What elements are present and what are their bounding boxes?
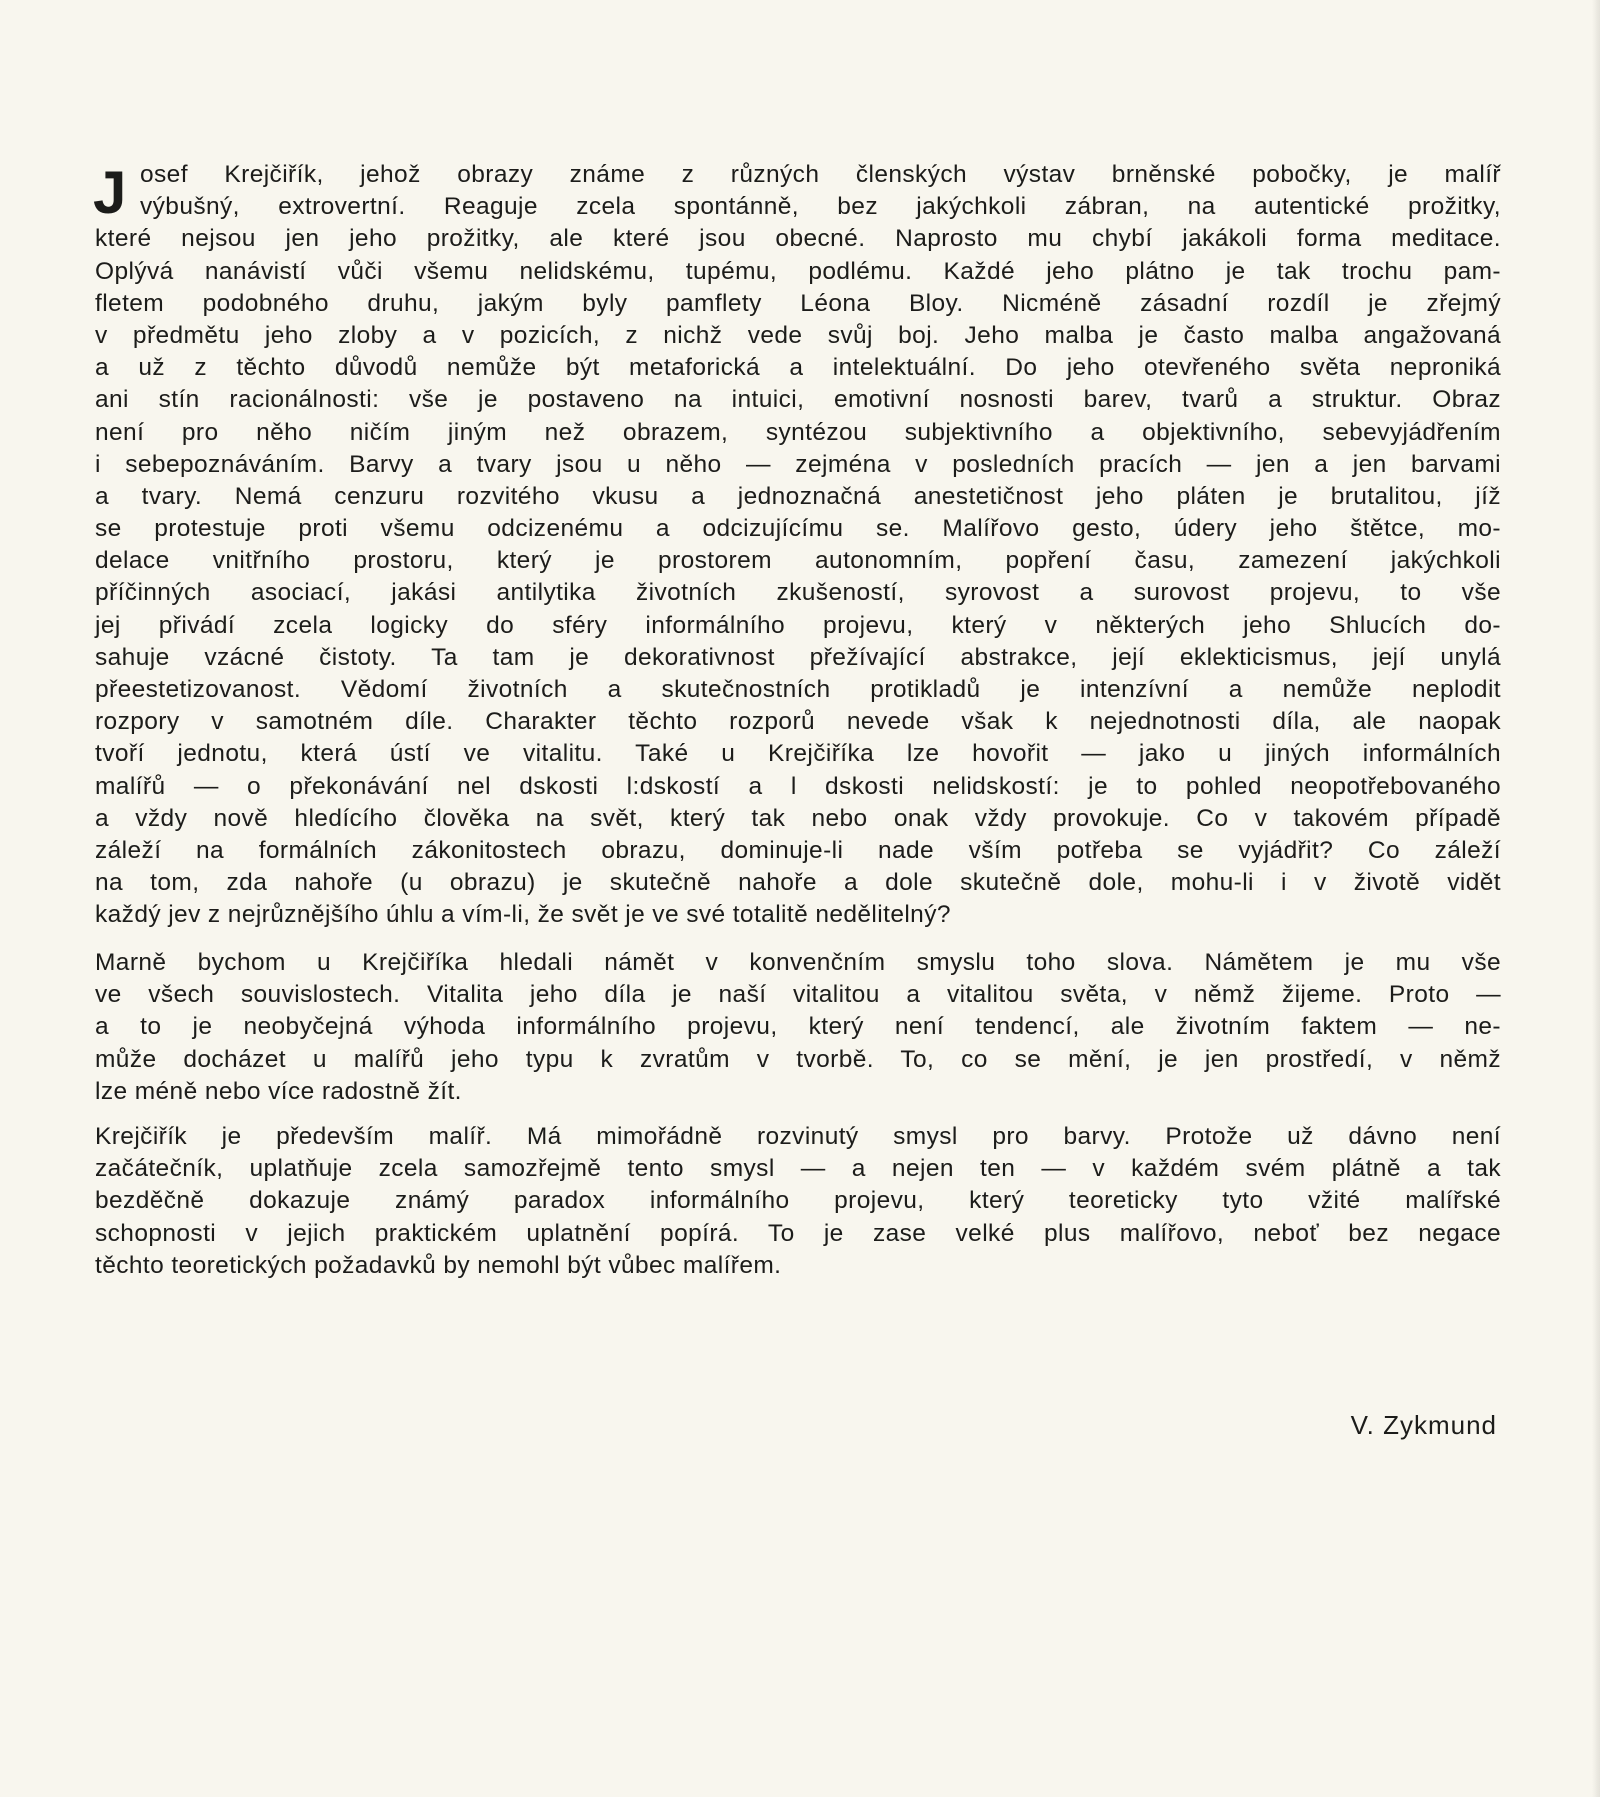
text-line: bezděčně dokazuje známý paradox informálního projevu, který teoreticky tyto vžité malířské bbox=[95, 1187, 1501, 1215]
text-line: může docházet u malířů jeho typu k zvratům v tvorbě. To, co se mění, je jen prostředí, v němž bbox=[95, 1045, 1501, 1073]
text-line: schopnosti v jejich praktickém uplatnění popírá. To je zase velké plus malířovo, neboť bez negace bbox=[95, 1219, 1501, 1247]
text-line: není pro něho ničím jiným než obrazem, syntézou subjektivního a objektivního, sebevyjádřením bbox=[95, 418, 1501, 446]
text-line: výbušný, extrovertní. Reaguje zcela spontánně, bez jakýchkoli zábran, na autentické prožitky, bbox=[140, 193, 1501, 221]
text-line: na tom, zda nahoře (u obrazu) je skutečně nahoře a dole skutečně dole, mohu-li i v životě vidět bbox=[95, 869, 1501, 897]
text-line: i sebepoznáváním. Barvy a tvary jsou u něho — zejména v posledních pracích — jen a jen barvami bbox=[95, 450, 1501, 478]
text-line: příčinných asociací, jakási antilytika životních zkušeností, syrovost a surovost projevu, to vše bbox=[95, 579, 1501, 607]
page-edge bbox=[1592, 0, 1600, 1797]
paragraph-1 bbox=[95, 159, 1501, 932]
paragraph-3 bbox=[95, 1121, 1501, 1282]
text-line: delace vnitřního prostoru, který je prostorem autonomním, popření času, zamezení jakýchkoli bbox=[95, 547, 1501, 575]
text-line: záleží na formálních zákonitostech obrazu, dominuje-li nade vším potřeba se vyjádřit? Co záleží bbox=[95, 836, 1501, 864]
text-line: osef Krejčiřík, jehož obrazy známe z různých členských výstav brněnské pobočky, je malíř bbox=[140, 161, 1501, 188]
text-line: každý jev z nejrůznějšího úhlu a vím-li, že svět je ve své totalitě nedělitelný? bbox=[95, 901, 951, 929]
text-line: a už z těchto důvodů nemůže být metaforická a intelektuální. Do jeho otevřeného světa neproniká bbox=[95, 354, 1501, 382]
drop-cap: J bbox=[93, 159, 127, 226]
text-line: lze méně nebo více radostně žít. bbox=[95, 1077, 462, 1105]
text-line: rozpory v samotném díle. Charakter těchto rozporů nevede však k nejednotnosti díla, ale naopak bbox=[95, 708, 1501, 736]
text-line: Oplývá nanávistí vůči všemu nelidskému, tupému, podlému. Každé jeho plátno je tak trochu pam- bbox=[95, 257, 1501, 285]
text-line: a vždy nově hledícího člověka na svět, který tak nebo onak vždy provokuje. Co v takovém případě bbox=[95, 804, 1501, 832]
text-line: fletem podobného druhu, jakým byly pamflety Léona Bloy. Nicméně zásadní rozdíl je zřejmý bbox=[95, 289, 1501, 317]
text-line: Krejčiřík je především malíř. Má mimořádně rozvinutý smysl pro barvy. Protože už dávno není bbox=[95, 1123, 1501, 1150]
text-line: přeestetizovanost. Vědomí životních a skutečnostních protikladů je intenzívní a nemůže neplodit bbox=[95, 676, 1501, 703]
text-line: ani stín racionálnosti: vše je postaveno na intuici, emotivní nosnosti barev, tvarů a struktur. Obraz bbox=[95, 386, 1501, 414]
text-line: těchto teoretických požadavků by nemohl být vůbec malířem. bbox=[95, 1251, 782, 1279]
text-line: tvoří jednotu, která ústí ve vitalitu. Také u Krejčiříka lze hovořit — jako u jiných informálních bbox=[95, 740, 1501, 768]
signature: V. Zykmund bbox=[1350, 1410, 1497, 1440]
text-line: začátečník, uplatňuje zcela samozřejmě tento smysl — a nejen ten — v každém svém plátně a tak bbox=[95, 1155, 1501, 1183]
text-line: malířů — o překonávání nel dskosti l:dskostí a l dskosti nelidskostí: je to pohled neopotřebovaného bbox=[95, 772, 1501, 800]
text-line: jej přivádí zcela logicky do sféry informálního projevu, který v některých jeho Shlucích do- bbox=[95, 611, 1501, 639]
text-line: a to je neobyčejná výhoda informálního projevu, který není tendencí, ale životním faktem — ne- bbox=[95, 1013, 1501, 1041]
text-line: se protestuje proti všemu odcizenému a odcizujícímu se. Malířovo gesto, údery jeho štětce, mo- bbox=[95, 515, 1501, 543]
text-line: a tvary. Nemá cenzuru rozvitého vkusu a jednoznačná anestetičnost jeho pláten je brutalitou, jíž bbox=[95, 482, 1501, 510]
text-line: ve všech souvislostech. Vitalita jeho díla je naší vitalitou a vitalitou světa, v němž žijeme. Proto — bbox=[95, 981, 1501, 1009]
text-line: v předmětu jeho zloby a v pozicích, z nichž vede svůj boj. Jeho malba je často malba angažovaná bbox=[95, 321, 1501, 349]
paragraph-2 bbox=[95, 947, 1501, 1108]
text-line: které nejsou jen jeho prožitky, ale které jsou obecné. Naprosto mu chybí jakákoli forma meditace. bbox=[95, 225, 1501, 253]
text-line: sahuje vzácné čistoty. Ta tam je dekorativnost přežívající abstrakce, její eklekticismus, její unylá bbox=[95, 643, 1501, 671]
text-line: Marně bychom u Krejčiříka hledali námět v konvenčním smyslu toho slova. Námětem je mu vše bbox=[95, 949, 1501, 976]
